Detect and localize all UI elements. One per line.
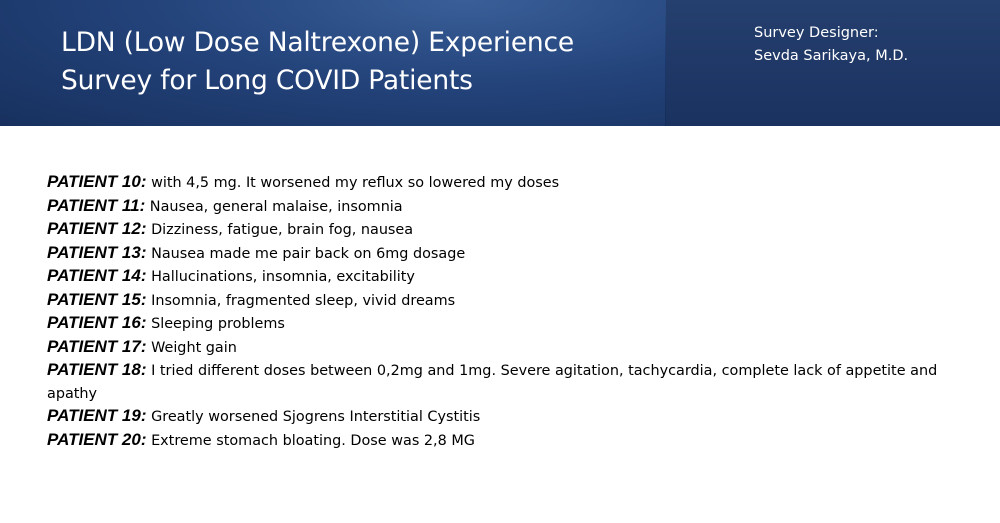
patient-entry (47, 336, 967, 360)
patient-response: Weight gain (146, 339, 237, 356)
patient-response: Nausea, general malaise, insomnia (145, 198, 403, 215)
patient-label: PATIENT 18: (47, 360, 147, 379)
patient-label: PATIENT 11: (47, 195, 146, 215)
patient-response: I tried different doses between 0,2mg and 1mg. Severe agitation, tachycardia, complete lack of appetite and apathy (47, 363, 938, 402)
patient-response: Sleeping problems (146, 316, 285, 332)
patient-response: Nausea made me pair back on 6mg dosage (146, 245, 466, 262)
patient-label: PATIENT 16: (47, 313, 147, 332)
patient-response: Extreme stomach bloating. Dose was 2,8 MG (146, 432, 475, 449)
patient-entry (47, 312, 967, 336)
patient-entry (47, 195, 967, 219)
patient-response: with 4,5 mg. It worsened my reflux so lowered my doses (146, 175, 560, 191)
patient-entry (47, 171, 967, 195)
header-banner (0, 0, 1000, 126)
patient-label: PATIENT 20: (47, 429, 147, 449)
patient-entry (47, 359, 967, 405)
patient-label: PATIENT 12: (47, 219, 147, 238)
slide-title-line-1: LDN (Low Dose Naltrexone) Experience (61, 27, 575, 58)
patient-entry (47, 218, 967, 242)
patient-entry (47, 429, 967, 453)
patient-response: Dizziness, fatigue, brain fog, nausea (146, 222, 414, 238)
survey-designer-credit (754, 22, 994, 68)
slide-title-line-2: Survey for Long COVID Patients (61, 65, 473, 96)
patient-label: PATIENT 19: (47, 406, 147, 425)
patient-responses (47, 171, 967, 452)
patient-response: Hallucinations, insomnia, excitability (146, 269, 415, 285)
patient-response: Insomnia, fragmented sleep, vivid dreams (146, 292, 456, 309)
slide-title (61, 24, 661, 100)
patient-label: PATIENT 17: (47, 336, 147, 356)
patient-response: Greatly worsened Sjogrens Interstitial Cystitis (146, 409, 481, 425)
designer-label: Survey Designer: (754, 25, 879, 41)
patient-label: PATIENT 14: (47, 266, 147, 285)
patient-entry (47, 265, 967, 289)
designer-name: Sevda Sarikaya, M.D. (754, 48, 909, 64)
patient-label: PATIENT 15: (47, 289, 147, 309)
patient-entry (47, 242, 967, 266)
patient-label: PATIENT 10: (47, 172, 147, 191)
patient-label: PATIENT 13: (47, 242, 147, 262)
patient-entry (47, 405, 967, 429)
patient-entry (47, 289, 967, 313)
